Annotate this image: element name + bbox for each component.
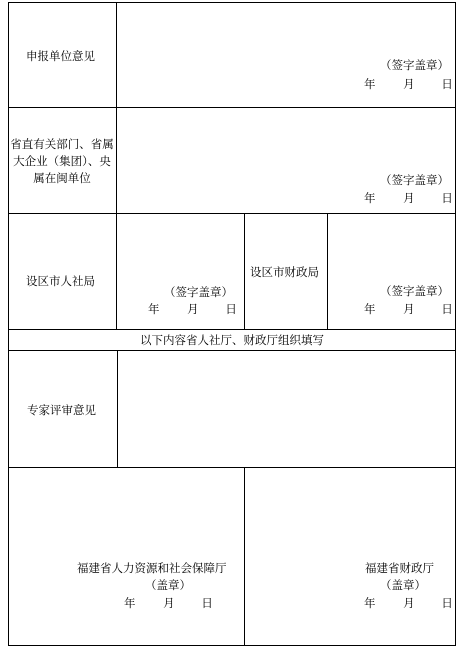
date-year: 年 (364, 77, 376, 91)
grid-line (8, 2, 9, 646)
row5-left-seal: （盖章） (145, 578, 191, 592)
grid-line (244, 467, 245, 646)
date-day: 日 (225, 302, 237, 316)
date-month: 月 (403, 596, 415, 610)
row5-right-date (364, 596, 453, 611)
row2-label (8, 136, 116, 187)
date-year: 年 (364, 302, 376, 316)
date-year: 年 (364, 596, 376, 610)
row3-right-label: 设区市财政局 (250, 265, 319, 279)
row2-label-line: 属在闽单位 (33, 171, 91, 185)
grid-line (116, 2, 117, 330)
grid-line (8, 467, 456, 468)
grid-line (327, 213, 328, 330)
grid-line (8, 350, 456, 351)
row4-label: 专家评审意见 (27, 403, 96, 417)
row5-left-org: 福建省人力资源和社会保障厅 (77, 561, 227, 575)
row3-left-date (148, 302, 237, 317)
date-day: 日 (441, 191, 453, 205)
section-banner: 以下内容省人社厅、财政厅组织填写 (140, 333, 324, 347)
row3-right-date (364, 302, 453, 317)
row3-right-sign: （签字盖章） (380, 284, 449, 298)
grid-line (244, 213, 245, 330)
row1-sign: （签字盖章） (380, 58, 449, 72)
grid-line (8, 107, 456, 108)
row2-date (364, 191, 453, 206)
row2-label-line: 大企业（集团）、央 (13, 154, 111, 168)
grid-line (8, 645, 456, 646)
row1-date (364, 77, 453, 92)
date-month: 月 (403, 302, 415, 316)
row5-left-date (124, 596, 213, 611)
date-month: 月 (403, 77, 415, 91)
date-day: 日 (441, 302, 453, 316)
row5-right-seal: （盖章） (380, 578, 426, 592)
row3-left-sign: （签字盖章） (164, 285, 233, 299)
grid-line (8, 329, 456, 330)
date-year: 年 (124, 596, 136, 610)
date-day: 日 (201, 596, 213, 610)
date-year: 年 (148, 302, 160, 316)
grid-line (455, 2, 456, 646)
date-month: 月 (403, 191, 415, 205)
date-day: 日 (441, 596, 453, 610)
date-month: 月 (163, 596, 175, 610)
date-month: 月 (187, 302, 199, 316)
row3-left-label: 设区市人社局 (26, 274, 95, 288)
grid-line (117, 350, 118, 468)
row1-label: 申报单位意见 (26, 49, 95, 63)
date-year: 年 (364, 191, 376, 205)
row2-sign: （签字盖章） (380, 173, 449, 187)
row5-right-org: 福建省财政厅 (365, 561, 434, 575)
grid-line (8, 213, 456, 214)
row2-label-line: 省直有关部门、省属 (10, 137, 114, 151)
grid-line (8, 2, 456, 3)
date-day: 日 (441, 77, 453, 91)
